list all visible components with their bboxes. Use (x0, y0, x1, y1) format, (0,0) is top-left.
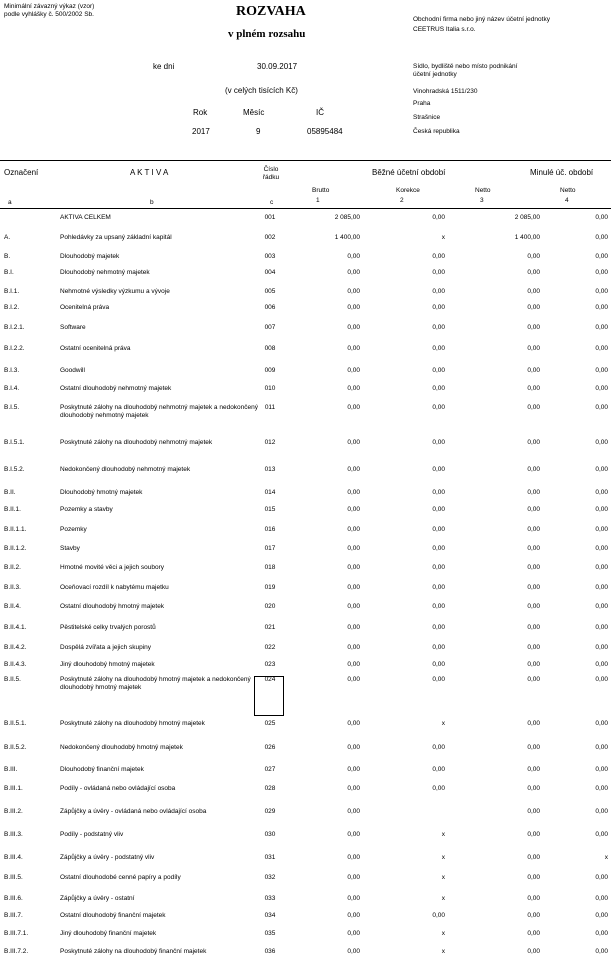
cell-name: Jiný dlouhodobý finanční majetek (60, 930, 157, 937)
cell-code: B.III.2. (4, 808, 23, 815)
cell-code: B.II.5. (4, 676, 21, 683)
cell-k: 0,00 (432, 526, 445, 533)
cell-k: 0,00 (432, 269, 445, 276)
cell-p: 0,00 (595, 930, 608, 937)
divider (0, 160, 611, 161)
cell-b: 0,00 (347, 345, 360, 352)
cell-code: B.II. (4, 489, 16, 496)
cell-num: 002 (264, 234, 276, 241)
cell-k: 0,00 (432, 304, 445, 311)
cell-num: 014 (264, 489, 276, 496)
cell-name: Ocenitelná práva (60, 304, 110, 311)
page-title: ROZVAHA (236, 4, 306, 19)
cell-name: Dospělá zvířata a jejich skupiny (60, 644, 152, 651)
cell-b: 0,00 (347, 385, 360, 392)
cell-b: 0,00 (347, 324, 360, 331)
cell-name: Ostatní dlouhodobý nehmotný majetek (60, 385, 172, 392)
cell-p: 0,00 (595, 466, 608, 473)
cell-name: Podíly - podstatný vliv (60, 831, 124, 838)
cell-p: 0,00 (595, 489, 608, 496)
cell-name: AKTIVA CELKEM (60, 214, 111, 221)
cell-num: 036 (264, 948, 276, 955)
cell-name: Poskytnuté zálohy na dlouhodobý finanční majetek (60, 948, 207, 955)
cell-code: B.III.4. (4, 854, 23, 861)
cell-num: 010 (264, 385, 276, 392)
cell-num: 029 (264, 808, 276, 815)
cell-k: 0,00 (432, 584, 445, 591)
cell-k: 0,00 (432, 367, 445, 374)
cell-b: 0,00 (347, 766, 360, 773)
cell-num: 023 (264, 661, 276, 668)
cell-name: Jiný dlouhodobý hmotný majetek (60, 661, 155, 668)
cell-p: 0,00 (595, 831, 608, 838)
cell-p: 0,00 (595, 948, 608, 955)
cell-k: 0,00 (432, 324, 445, 331)
cell-name: Hmotné movité věci a jejich soubory (60, 564, 165, 571)
cell-code: B.III.1. (4, 785, 23, 792)
cell-name: Poskytnuté zálohy na dlouhodobý hmotný majetek a nedokončený dlouhodobý hmotný majetek (60, 676, 251, 691)
cell-name: Pohledávky za upsaný základní kapitál (60, 234, 172, 241)
cell-b: 0,00 (347, 912, 360, 919)
cell-code: B.I.5.1. (4, 439, 25, 446)
cell-name: Ostatní dlouhodobé cenné papíry a podíly (60, 874, 181, 881)
col-brutto: Brutto (312, 187, 330, 194)
cell-p: 0,00 (595, 584, 608, 591)
cell-k: 0,00 (432, 766, 445, 773)
cell-code: B.II.4. (4, 603, 21, 610)
cell-b: 0,00 (347, 603, 360, 610)
cell-n: 0,00 (527, 930, 540, 937)
cell-num: 033 (264, 895, 276, 902)
cell-num: 018 (264, 564, 276, 571)
cell-p: 0,00 (595, 874, 608, 881)
cell-num: 011 (264, 404, 276, 411)
cell-p: 0,00 (595, 545, 608, 552)
cell-p: x (604, 854, 608, 861)
cell-code: B. (4, 253, 11, 260)
cell-num: 013 (264, 466, 276, 473)
cell-num: 034 (264, 912, 276, 919)
cell-name: Ostatní dlouhodobý finanční majetek (60, 912, 166, 919)
cell-b: 0,00 (347, 930, 360, 937)
cell-k: 0,00 (432, 661, 445, 668)
cell-n: 0,00 (527, 545, 540, 552)
cell-n: 0,00 (527, 874, 540, 881)
col-a: a (8, 199, 12, 206)
cell-k: 0,00 (432, 912, 445, 919)
cell-b: 0,00 (347, 404, 360, 411)
cell-name: Zápůjčky a úvěry - ovládaná nebo ovládající osoba (60, 808, 207, 815)
cell-code: B.III. (4, 766, 18, 773)
cell-n: 0,00 (527, 895, 540, 902)
cell-code: B.I.2. (4, 304, 20, 311)
cell-b: 0,00 (347, 624, 360, 631)
cell-p: 0,00 (595, 912, 608, 919)
cell-num: 007 (264, 324, 276, 331)
col-1: 1 (316, 197, 320, 204)
header-left-line1: Minimální závazný výkaz (vzor) (4, 3, 95, 10)
cell-p: 0,00 (595, 744, 608, 751)
cell-n: 0,00 (527, 253, 540, 260)
cell-k: 0,00 (432, 506, 445, 513)
cell-k: 0,00 (432, 439, 445, 446)
cell-n: 0,00 (527, 304, 540, 311)
cell-name: Goodwill (60, 367, 85, 374)
cell-num: 021 (264, 624, 276, 631)
cell-b: 0,00 (347, 854, 360, 861)
cell-p: 0,00 (595, 288, 608, 295)
cell-k: x (441, 895, 445, 902)
cell-k: 0,00 (432, 744, 445, 751)
cell-code: B.I.2.2. (4, 345, 25, 352)
cell-b: 0,00 (347, 439, 360, 446)
cell-b: 0,00 (347, 564, 360, 571)
cell-n: 0,00 (527, 948, 540, 955)
cell-p: 0,00 (595, 253, 608, 260)
cell-n: 0,00 (527, 564, 540, 571)
cell-p: 0,00 (595, 439, 608, 446)
header-right-line5: Vinohradská 1511/230 (413, 88, 478, 95)
cell-p: 0,00 (595, 603, 608, 610)
cell-name: Zápůjčky a úvěry - podstatný vliv (60, 854, 155, 861)
cell-p: 0,00 (595, 269, 608, 276)
cell-name: Dlouhodobý hmotný majetek (60, 489, 143, 496)
cell-n: 0,00 (527, 345, 540, 352)
cell-code: B.I.3. (4, 367, 20, 374)
cell-num: 027 (264, 766, 276, 773)
cell-b: 0,00 (347, 895, 360, 902)
cell-n: 0,00 (527, 506, 540, 513)
cell-b: 0,00 (347, 661, 360, 668)
cell-num: 012 (264, 439, 276, 446)
cell-b: 0,00 (347, 506, 360, 513)
cell-code: B.II.1.1. (4, 526, 27, 533)
cell-n: 0,00 (527, 324, 540, 331)
rok-value: 2017 (192, 127, 210, 136)
cell-b: 0,00 (347, 253, 360, 260)
cell-p: 0,00 (595, 234, 608, 241)
cell-p: 0,00 (595, 324, 608, 331)
cell-name: Nedokončený dlouhodobý hmotný majetek (60, 744, 183, 751)
cell-k: x (441, 720, 445, 727)
cell-b: 0,00 (347, 584, 360, 591)
cell-b: 0,00 (347, 269, 360, 276)
cell-k: 0,00 (432, 288, 445, 295)
cell-code: B.I. (4, 269, 14, 276)
cell-n: 0,00 (527, 766, 540, 773)
cell-n: 0,00 (527, 489, 540, 496)
cell-b: 0,00 (347, 948, 360, 955)
units-label: (v celých tisících Kč) (225, 86, 298, 95)
cell-num: 030 (264, 831, 276, 838)
cell-k: 0,00 (432, 564, 445, 571)
cell-p: 0,00 (595, 720, 608, 727)
cell-num: 017 (264, 545, 276, 552)
cell-code: B.II.1. (4, 506, 21, 513)
cell-k: 0,00 (432, 644, 445, 651)
cell-p: 0,00 (595, 385, 608, 392)
cell-k: 0,00 (432, 345, 445, 352)
cell-b: 0,00 (347, 808, 360, 815)
cell-name: Ostatní ocenitelná práva (60, 345, 131, 352)
cell-num: 022 (264, 644, 276, 651)
cell-n: 0,00 (527, 785, 540, 792)
cell-num: 026 (264, 744, 276, 751)
header-right-line3: Sídlo, bydliště nebo místo podnikání (413, 63, 518, 70)
cell-n: 0,00 (527, 676, 540, 683)
cell-p: 0,00 (595, 676, 608, 683)
cell-b: 0,00 (347, 785, 360, 792)
ke-dni-label: ke dni (153, 62, 175, 71)
cell-k: 0,00 (432, 385, 445, 392)
col-cislo-radku: Číslo řádku (262, 166, 280, 181)
cell-p: 0,00 (595, 808, 608, 815)
cell-code: B.III.7.2. (4, 948, 29, 955)
cell-num: 008 (264, 345, 276, 352)
header-right-line4: účetní jednotky (413, 71, 457, 78)
cell-n: 0,00 (527, 808, 540, 815)
cell-k: 0,00 (432, 466, 445, 473)
cell-n: 0,00 (527, 466, 540, 473)
cell-p: 0,00 (595, 214, 608, 221)
cell-p: 0,00 (595, 644, 608, 651)
cell-num: 020 (264, 603, 276, 610)
cell-n: 2 085,00 (514, 214, 540, 221)
cell-name: Dlouhodobý nehmotný majetek (60, 269, 150, 276)
cell-code: B.I.5. (4, 404, 20, 411)
cell-p: 0,00 (595, 526, 608, 533)
rok-label: Rok (193, 108, 208, 117)
cell-b: 0,00 (347, 288, 360, 295)
cell-b: 0,00 (347, 676, 360, 683)
cell-num: 019 (264, 584, 276, 591)
cell-k: 0,00 (432, 404, 445, 411)
cell-code: B.I.5.2. (4, 466, 25, 473)
cell-name: Podíly - ovládaná nebo ovládající osoba (60, 785, 176, 792)
cell-num: 006 (264, 304, 276, 311)
cell-code: B.II.4.2. (4, 644, 27, 651)
cell-num: 016 (264, 526, 276, 533)
cell-name: Dlouhodobý majetek (60, 253, 120, 260)
cell-code: B.I.2.1. (4, 324, 25, 331)
header-right-line8: Česká republika (413, 128, 460, 135)
col-b: b (150, 199, 154, 206)
mesic-label: Měsíc (243, 108, 265, 117)
cell-k: 0,00 (432, 253, 445, 260)
cell-k: x (441, 930, 445, 937)
divider (0, 208, 611, 209)
cell-k: 0,00 (432, 214, 445, 221)
cell-k: 0,00 (432, 676, 445, 683)
cell-n: 0,00 (527, 603, 540, 610)
cell-num: 024 (264, 676, 276, 683)
row-number-box (254, 676, 284, 716)
cell-p: 0,00 (595, 564, 608, 571)
cell-name: Poskytnuté zálohy na dlouhodobý nehmotný majetek a nedokončený dlouhodobý nehmotný majetek (60, 404, 259, 419)
col-c: c (270, 199, 274, 206)
cell-b: 0,00 (347, 304, 360, 311)
cell-b: 0,00 (347, 831, 360, 838)
cell-k: 0,00 (432, 603, 445, 610)
col-minule: Minulé úč. období (530, 168, 594, 177)
cell-n: 0,00 (527, 661, 540, 668)
cell-num: 001 (264, 214, 276, 221)
cell-code: B.I.1. (4, 288, 20, 295)
col-bezne: Běžné účetní období (372, 168, 446, 177)
cell-n: 0,00 (527, 720, 540, 727)
cell-n: 0,00 (527, 526, 540, 533)
cell-b: 1 400,00 (334, 234, 360, 241)
cell-name: Pozemky (60, 526, 87, 533)
cell-k: x (441, 831, 445, 838)
cell-name: Poskytnuté zálohy na dlouhodobý hmotný majetek (60, 720, 205, 727)
cell-p: 0,00 (595, 624, 608, 631)
cell-n: 0,00 (527, 269, 540, 276)
cell-code: B.III.7.1. (4, 930, 29, 937)
cell-code: B.II.4.3. (4, 661, 27, 668)
cell-code: B.II.3. (4, 584, 21, 591)
header-right-line1: Obchodní firma nebo jiný název účetní jednotky (413, 16, 550, 23)
cell-n: 0,00 (527, 744, 540, 751)
cell-code: B.III.6. (4, 895, 23, 902)
cell-code: B.II.2. (4, 564, 21, 571)
cell-code: B.II.4.1. (4, 624, 27, 631)
cell-n: 0,00 (527, 854, 540, 861)
cell-n: 1 400,00 (514, 234, 540, 241)
cell-k: 0,00 (432, 785, 445, 792)
ke-dni-value: 30.09.2017 (257, 62, 298, 71)
cell-b: 0,00 (347, 367, 360, 374)
cell-num: 032 (264, 874, 276, 881)
cell-n: 0,00 (527, 624, 540, 631)
cell-n: 0,00 (527, 288, 540, 295)
cell-b: 0,00 (347, 489, 360, 496)
header-right-line2: CEETRUS Italia s.r.o. (413, 26, 476, 33)
cell-k: x (441, 874, 445, 881)
cell-code: B.III.3. (4, 831, 23, 838)
cell-n: 0,00 (527, 385, 540, 392)
cell-code: B.II.1.2. (4, 545, 27, 552)
col-2: 2 (400, 197, 404, 204)
cell-num: 035 (264, 930, 276, 937)
cell-k: 0,00 (432, 489, 445, 496)
cell-name: Pěstitelské celky trvalých porostů (60, 624, 156, 631)
cell-b: 0,00 (347, 744, 360, 751)
header-right-line6: Praha (413, 100, 431, 107)
cell-n: 0,00 (527, 831, 540, 838)
page-subtitle: v plném rozsahu (228, 28, 306, 40)
cell-code: B.I.4. (4, 385, 20, 392)
cell-n: 0,00 (527, 404, 540, 411)
cell-name: Ostatní dlouhodobý hmotný majetek (60, 603, 165, 610)
cell-code: B.II.5.1. (4, 720, 27, 727)
cell-k: x (441, 948, 445, 955)
cell-num: 009 (264, 367, 276, 374)
mesic-value: 9 (256, 127, 261, 136)
cell-n: 0,00 (527, 912, 540, 919)
col-netto: Netto (475, 187, 491, 194)
cell-n: 0,00 (527, 367, 540, 374)
cell-p: 0,00 (595, 661, 608, 668)
cell-b: 0,00 (347, 466, 360, 473)
cell-n: 0,00 (527, 644, 540, 651)
cell-p: 0,00 (595, 404, 608, 411)
cell-num: 025 (264, 720, 276, 727)
col-4: 4 (565, 197, 569, 204)
cell-b: 0,00 (347, 644, 360, 651)
cell-p: 0,00 (595, 895, 608, 902)
cell-name: Dlouhodobý finanční majetek (60, 766, 144, 773)
cell-n: 0,00 (527, 584, 540, 591)
col-aktiva: A K T I V A (130, 168, 169, 177)
header-left-line2: podle vyhlášky č. 500/2002 Sb. (4, 11, 94, 18)
cell-b: 0,00 (347, 526, 360, 533)
cell-name: Software (60, 324, 86, 331)
cell-k: 0,00 (432, 545, 445, 552)
cell-name: Nehmotné výsledky výzkumu a vývoje (60, 288, 170, 295)
cell-code: B.II.5.2. (4, 744, 27, 751)
cell-b: 0,00 (347, 874, 360, 881)
cell-code: B.III.7. (4, 912, 23, 919)
cell-name: Poskytnuté zálohy na dlouhodobý nehmotný majetek (60, 439, 213, 446)
cell-k: 0,00 (432, 624, 445, 631)
cell-num: 015 (264, 506, 276, 513)
cell-b: 2 085,00 (334, 214, 360, 221)
cell-p: 0,00 (595, 345, 608, 352)
cell-name: Pozemky a stavby (60, 506, 113, 513)
ic-value: 05895484 (307, 127, 343, 136)
cell-b: 0,00 (347, 720, 360, 727)
cell-p: 0,00 (595, 785, 608, 792)
cell-num: 005 (264, 288, 276, 295)
col-oznaceni: Označení (4, 168, 39, 177)
col-3: 3 (480, 197, 484, 204)
cell-name: Zápůjčky a úvěry - ostatní (60, 895, 135, 902)
cell-p: 0,00 (595, 304, 608, 311)
cell-num: 003 (264, 253, 276, 260)
cell-p: 0,00 (595, 766, 608, 773)
cell-n: 0,00 (527, 439, 540, 446)
cell-num: 031 (264, 854, 276, 861)
cell-k: x (441, 234, 445, 241)
header-right-line7: Strašnice (413, 114, 441, 121)
cell-num: 004 (264, 269, 276, 276)
cell-num: 028 (264, 785, 276, 792)
cell-k: x (441, 854, 445, 861)
cell-name: Nedokončený dlouhodobý nehmotný majetek (60, 466, 191, 473)
cell-name: Oceňovací rozdíl k nabytému majetku (60, 584, 169, 591)
col-korekce: Korekce (396, 187, 420, 194)
cell-name: Stavby (60, 545, 80, 552)
cell-code: B.III.5. (4, 874, 23, 881)
cell-p: 0,00 (595, 367, 608, 374)
ic-label: IČ (316, 108, 324, 117)
cell-p: 0,00 (595, 506, 608, 513)
col-netto-prev: Netto (560, 187, 576, 194)
cell-b: 0,00 (347, 545, 360, 552)
cell-code: A. (4, 234, 11, 241)
